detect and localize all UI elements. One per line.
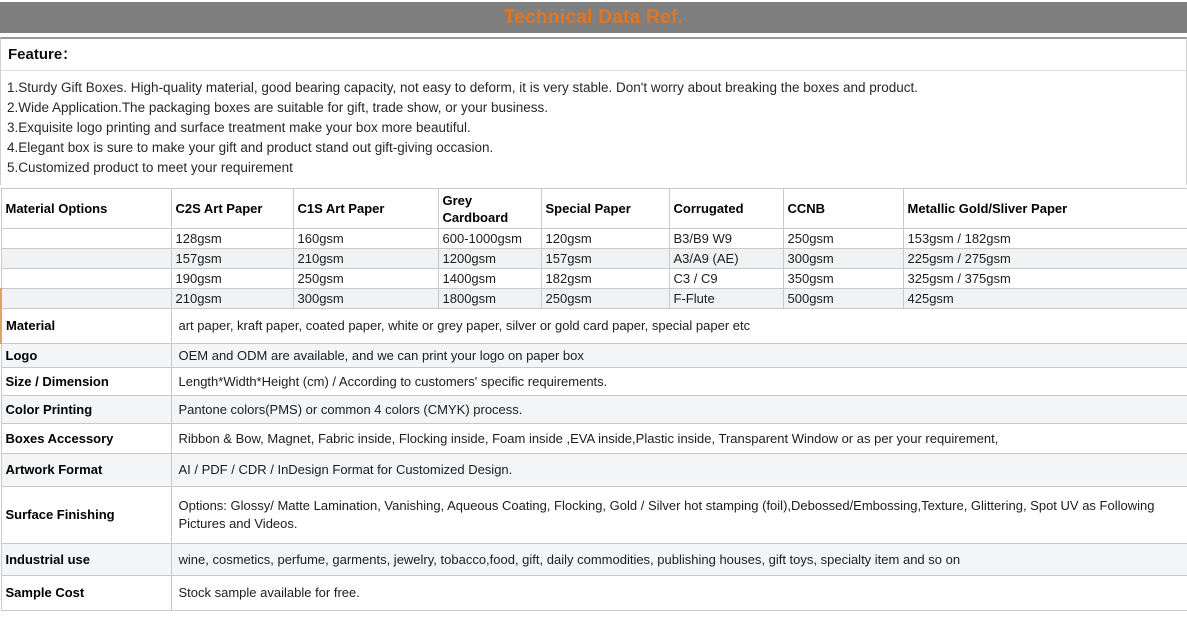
cell: 300gsm [293, 289, 438, 309]
spec-label: Artwork Format [1, 454, 171, 487]
spec-label: Logo [1, 344, 171, 368]
cell: 1800gsm [438, 289, 541, 309]
cell: 160gsm [293, 229, 438, 249]
spec-label: Surface Finishing [1, 487, 171, 544]
cell: 350gsm [783, 269, 903, 289]
col-header-ccnb: CCNB [783, 189, 903, 229]
cell: 190gsm [171, 269, 293, 289]
cell: A3/A9 (AE) [669, 249, 783, 269]
cell: B3/B9 W9 [669, 229, 783, 249]
cell: 1400gsm [438, 269, 541, 289]
cell: 250gsm [293, 269, 438, 289]
technical-data-table [0, 188, 1187, 611]
page-title: Technical Data Ref. [503, 6, 684, 28]
spec-row-artwork-format [1, 454, 1187, 487]
spec-label: Material [1, 309, 171, 344]
col-header-metallic-gold-sliver-paper: Metallic Gold/Sliver Paper [903, 189, 1187, 229]
col-header-grey-cardboard: Grey Cardboard [438, 189, 541, 229]
spec-label: Color Printing [1, 396, 171, 424]
spec-row-material [1, 309, 1187, 344]
cell [1, 289, 171, 309]
material-weights-row [1, 289, 1187, 309]
feature-list [1, 71, 1186, 185]
spec-label: Size / Dimension [1, 368, 171, 396]
cell: F-Flute [669, 289, 783, 309]
cell: 250gsm [783, 229, 903, 249]
cell: 157gsm [541, 249, 669, 269]
spec-value: Options: Glossy/ Matte Lamination, Vanishing, Aqueous Coating, Flocking, Gold / Silver hot stamping (foil),Debossed/Embossing,Texture, Glittering, Spot UV as Following Pictures and Videos. [171, 487, 1187, 544]
cell: 425gsm [903, 289, 1187, 309]
cell: 210gsm [293, 249, 438, 269]
spec-value: AI / PDF / CDR / InDesign Format for Customized Design. [171, 454, 1187, 487]
spec-row-industrial-use [1, 544, 1187, 576]
cell: 600-1000gsm [438, 229, 541, 249]
spec-row-sample-cost [1, 576, 1187, 611]
cell: C3 / C9 [669, 269, 783, 289]
feature-item: 3.Exquisite logo printing and surface treatment make your box more beautiful. [7, 120, 471, 135]
spec-row-size-dimension [1, 368, 1187, 396]
cell: 120gsm [541, 229, 669, 249]
spec-row-boxes-accessory [1, 424, 1187, 454]
col-header-corrugated: Corrugated [669, 189, 783, 229]
cell [1, 269, 171, 289]
spec-value: Length*Width*Height (cm) / According to customers' specific requirements. [171, 368, 1187, 396]
spec-label: Industrial use [1, 544, 171, 576]
material-weights-row [1, 249, 1187, 269]
spec-value: Stock sample available for free. [171, 576, 1187, 611]
spec-value: OEM and ODM are available, and we can print your logo on paper box [171, 344, 1187, 368]
cell [1, 249, 171, 269]
title-bar [0, 2, 1187, 33]
feature-item: 5.Customized product to meet your requirement [7, 160, 293, 175]
cell: 153gsm / 182gsm [903, 229, 1187, 249]
spec-value: Pantone colors(PMS) or common 4 colors (CMYK) process. [171, 396, 1187, 424]
spec-label: Boxes Accessory [1, 424, 171, 454]
technical-data-table-wrap [0, 188, 1187, 611]
spec-value: wine, cosmetics, perfume, garments, jewelry, tobacco,food, gift, daily commodities, publishing houses, gift toys, specialty item and so on [171, 544, 1187, 576]
cell: 1200gsm [438, 249, 541, 269]
feature-heading: Feature： [1, 39, 1186, 71]
col-header-c2s-art-paper: C2S Art Paper [171, 189, 293, 229]
cell: 500gsm [783, 289, 903, 309]
feature-item: 2.Wide Application.The packaging boxes are suitable for gift, trade show, or your business. [7, 100, 549, 115]
col-header-special-paper: Special Paper [541, 189, 669, 229]
col-header-c1s-art-paper: C1S Art Paper [293, 189, 438, 229]
cell: 225gsm / 275gsm [903, 249, 1187, 269]
cell: 210gsm [171, 289, 293, 309]
material-weights-row [1, 269, 1187, 289]
cell: 250gsm [541, 289, 669, 309]
spec-value: art paper, kraft paper, coated paper, white or grey paper, silver or gold card paper, special paper etc [171, 309, 1187, 344]
material-weights-row [1, 229, 1187, 249]
spec-row-surface-finishing [1, 487, 1187, 544]
cell: 300gsm [783, 249, 903, 269]
spec-row-logo [1, 344, 1187, 368]
feature-item: 1.Sturdy Gift Boxes. High-quality material, good bearing capacity, not easy to deform, it is very stable. Don't worry about breaking the boxes and product. [7, 80, 919, 95]
content-panel [0, 37, 1187, 185]
col-header-material-options: Material Options [1, 189, 171, 229]
cell: 325gsm / 375gsm [903, 269, 1187, 289]
table-header-row [1, 189, 1187, 229]
feature-item: 4.Elegant box is sure to make your gift and product stand out gift-giving occasion. [7, 140, 494, 155]
cell: 182gsm [541, 269, 669, 289]
spec-value: Ribbon & Bow, Magnet, Fabric inside, Flocking inside, Foam inside ,EVA inside,Plastic inside, Transparent Window or as per your requirement, [171, 424, 1187, 454]
spec-label: Sample Cost [1, 576, 171, 611]
spec-row-color-printing [1, 396, 1187, 424]
cell [1, 229, 171, 249]
cell: 157gsm [171, 249, 293, 269]
cell: 128gsm [171, 229, 293, 249]
